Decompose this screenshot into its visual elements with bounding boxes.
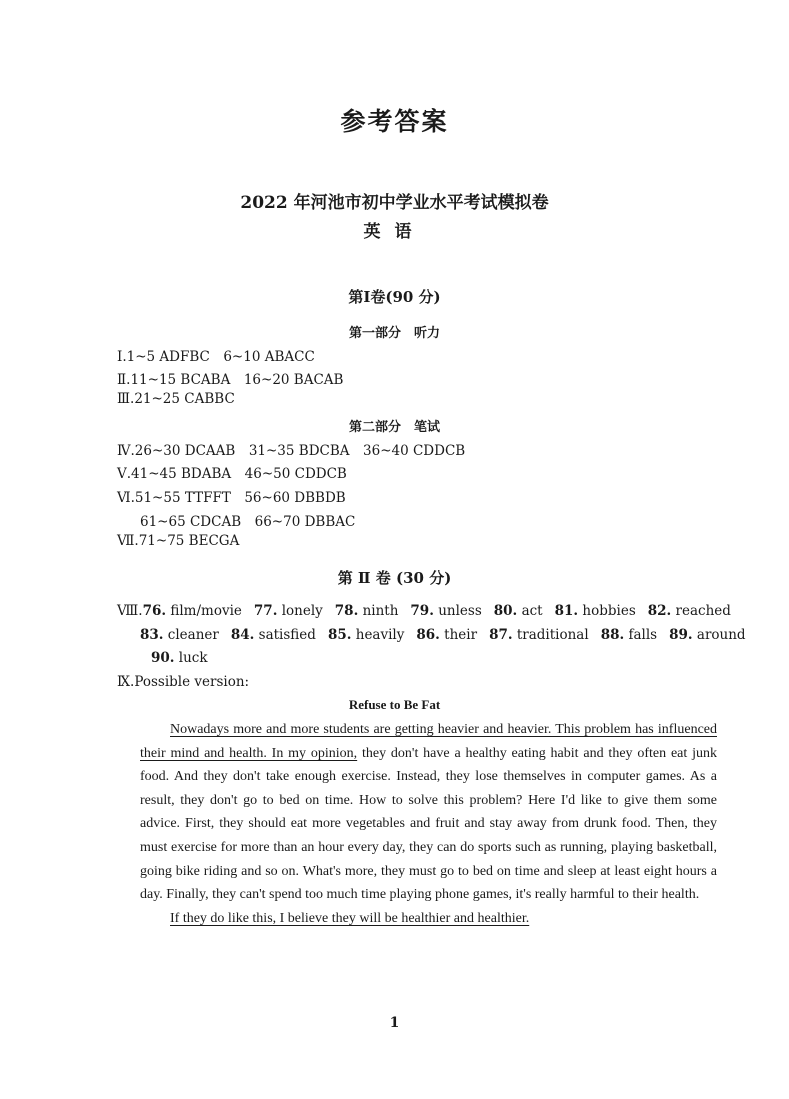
answer-item: 81. hobbies <box>554 603 636 619</box>
answer-item: 89. around <box>669 627 746 643</box>
answer-item: 88. falls <box>600 627 658 643</box>
section-label: Ⅰ. <box>117 349 127 365</box>
page-title: 参考答案 <box>340 107 449 136</box>
answer-line-3 <box>117 391 235 407</box>
subject-title: 英语 <box>363 222 426 242</box>
section-8-line-3 <box>151 650 208 666</box>
section-label: Ⅸ. <box>117 674 135 690</box>
section-label: Ⅴ. <box>117 466 132 482</box>
answer-line-8 <box>117 533 239 549</box>
part-1-heading: 第一部分 听力 <box>348 326 440 341</box>
answer-text: 21~25 CABBC <box>134 391 235 407</box>
answer-item: 79. unless <box>410 603 482 619</box>
answer-text: 41~45 BDABA 46~50 CDDCB <box>131 466 347 482</box>
essay-underlined-text: If they do like this, I believe they will be healthier and healthier. <box>170 910 530 926</box>
section-8-line-1 <box>117 603 731 619</box>
answer-text: 51~55 TTFFT 56~60 DBBDB <box>134 490 346 506</box>
essay-title: Refuse to Be Fat <box>348 697 441 712</box>
essay-paragraph-2 <box>140 907 717 931</box>
essay-paragraph-1 <box>140 718 717 907</box>
answer-item: 90. luck <box>151 650 208 666</box>
answer-item: 85. heavily <box>327 627 405 643</box>
volume-1-heading: 第Ⅰ卷(90 分) <box>348 288 441 306</box>
section-9-text: Possible version: <box>134 674 250 690</box>
answer-item: 87. traditional <box>489 627 589 643</box>
answer-item: 82. reached <box>647 603 731 619</box>
answer-text: 26~30 DCAAB 31~35 BDCBA 36~40 CDDCB <box>134 443 466 459</box>
section-9-line <box>117 674 249 690</box>
answer-item: 83. cleaner <box>140 627 219 643</box>
exam-title: 2022 年河池市初中学业水平考试模拟卷 <box>240 193 549 213</box>
answer-line-6 <box>117 486 346 506</box>
answer-text: 1~5 ADFBC 6~10 ABACC <box>126 349 315 365</box>
section-8-line-2 <box>140 627 746 643</box>
part-2-heading: 第二部分 笔试 <box>348 420 440 435</box>
volume-2-heading: 第 Ⅱ 卷 (30 分) <box>337 569 452 587</box>
answer-item: 86. their <box>416 627 478 643</box>
answer-text: 71~75 BECGA <box>138 533 240 549</box>
answer-item: 80. act <box>493 603 543 619</box>
answer-item: 84. satisfied <box>230 627 316 643</box>
essay-text: they don't have a healthy eating habit and they often eat junk food. And they don't take enough exercise. Instead, they lose themselves in computer games. As a result, they don't go to bed on time. How to solve this problem? Here I'd like to give them some advice. First, they should eat more vegetables and fruit and stay away from drunk food. Then, they must exercise for more than an hour every day, they can do sports such as running, playing basketball, going bike riding and so on. What's more, they must go to bed on time and sleep at least eight hours a day. Finally, they can't spend too much time playing phone games, it's really harmful to their health. <box>140 745 717 903</box>
section-label: Ⅶ. <box>117 533 139 549</box>
section-label: Ⅵ. <box>117 490 135 506</box>
essay-body <box>140 718 717 930</box>
section-label: Ⅳ. <box>117 443 135 459</box>
answer-line-7 <box>140 510 355 530</box>
page-number: 1 <box>389 1015 400 1031</box>
section-label: Ⅲ. <box>117 391 135 407</box>
answer-item: 77. lonely <box>253 603 323 619</box>
answer-item: 78. ninth <box>334 603 399 619</box>
section-label: Ⅱ. <box>117 372 131 388</box>
answer-line-2 <box>117 368 343 388</box>
answer-item: 76. film/movie <box>142 603 242 619</box>
answer-line-5 <box>117 462 347 482</box>
essay-underlined-text: Nowadays more and more students are getting heavier and heavier. This problem has influenced their mind and health. In my opinion, <box>140 722 717 761</box>
section-label: Ⅷ. <box>117 603 143 619</box>
answer-line-4 <box>117 439 465 459</box>
answer-text: 11~15 BCABA 16~20 BACAB <box>130 372 344 388</box>
answer-text: 61~65 CDCAB 66~70 DBBAC <box>140 514 356 530</box>
answer-line-1 <box>117 345 315 365</box>
